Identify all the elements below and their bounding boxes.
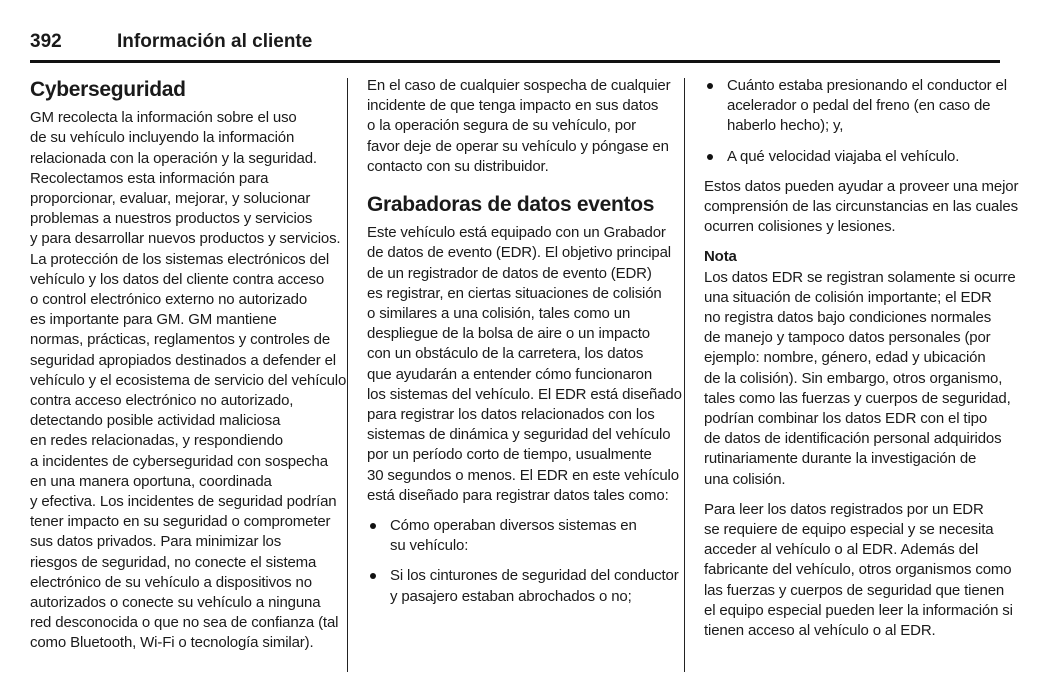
text-line: ocurren colisiones y lesiones. [704, 218, 896, 236]
text-line: no registra datos bajo condiciones normales [704, 309, 992, 327]
text-line: Recolectamos esta información para [30, 169, 269, 187]
text-line: las fuerzas y cuerpos de seguridad que tienen [704, 581, 1005, 599]
text-line: comprensión de las circunstancias en las cuales [704, 198, 1018, 216]
heading-grabadoras: Grabadoras de datos eventos [367, 193, 655, 217]
text-line: de datos de identificación personal adquiridos [704, 430, 1002, 448]
text-line: tales como las fuerzas y cuerpos de seguridad, [704, 389, 1011, 407]
text-line: de datos de evento (EDR). El objetivo principal [367, 244, 671, 262]
text-line: ejemplo: nombre, género, edad y ubicación [704, 349, 986, 367]
intro-paragraph [367, 76, 671, 177]
column-divider [684, 78, 685, 672]
bullet-item [704, 147, 1004, 167]
text-line: tener impacto en su seguridad o comprometer [30, 513, 331, 531]
text-line: Si los cinturones de seguridad del conductor [390, 567, 679, 585]
bullet-list [704, 76, 1007, 167]
text-line: acceder al vehículo o al EDR. Además del [704, 541, 979, 559]
text-line: podrían combinar los datos EDR con el tipo [704, 410, 988, 428]
page-header [30, 30, 1000, 63]
text-line: los sistemas del vehículo. El EDR está diseñado [367, 385, 682, 403]
text-line: incidente de que tenga impacto en sus datos [367, 97, 659, 115]
text-line: en redes relacionadas, y respondiendo [30, 432, 283, 450]
bullet-item [367, 566, 679, 606]
text-line: seguridad apropiados destinados a defender el [30, 351, 336, 369]
text-line: como Bluetooth, Wi-Fi o tecnología similar). [30, 634, 314, 652]
text-line: o la operación segura de su vehículo, por [367, 117, 637, 135]
text-line: GM recolecta la información sobre el uso [30, 109, 297, 127]
text-line: por un período corto de tiempo, usualmente [367, 446, 652, 464]
text-line: de la colisión). Sin embargo, otros organismo, [704, 369, 1003, 387]
text-line: Los datos EDR se registran solamente si ocurre [704, 268, 1016, 286]
text-line: favor deje de operar su vehículo y póngase en [367, 137, 669, 155]
text-line: despliegue de la bolsa de aire o un impacto [367, 325, 650, 343]
text-line: normas, prácticas, reglamentos y controles de [30, 331, 331, 349]
text-line: sus datos privados. Para minimizar los [30, 533, 282, 551]
text-line: 30 segundos o menos. El EDR en este vehículo [367, 466, 679, 484]
text-line: autorizados o conecte su vehículo a ninguna [30, 594, 321, 612]
text-line: tienen acceso al vehículo o al EDR. [704, 622, 936, 640]
cyberseguridad-paragraph [30, 108, 347, 653]
text-line: de su vehículo incluyendo la información [30, 129, 295, 147]
text-line: red desconocida o que no sea de confianza (tal [30, 614, 339, 632]
text-line: en una manera oportuna, coordinada [30, 472, 272, 490]
text-line: contra acceso electrónico no autorizado, [30, 392, 294, 410]
edr-paragraph [367, 223, 682, 506]
text-line: proporcionar, evaluar, mejorar, y solucionar [30, 190, 311, 208]
text-line: de manejo y tampoco datos personales (por [704, 329, 991, 347]
text-line: En el caso de cualquier sospecha de cualquier [367, 77, 671, 94]
heading-cyberseguridad: Cyberseguridad [30, 78, 186, 101]
bullet-item [704, 76, 1007, 137]
text-line: es importante para GM. GM mantiene [30, 311, 277, 329]
text-line: detectando posible actividad maliciosa [30, 412, 281, 430]
text-line: o control electrónico externo no autorizado [30, 291, 308, 309]
text-line: una colisión. [704, 470, 786, 488]
text-line: y para desarrollar nuevos productos y servicios. [30, 230, 341, 248]
column-1 [30, 76, 347, 654]
note-label: Nota [704, 248, 737, 266]
paragraph [704, 500, 1013, 641]
section-title: Información al cliente [117, 31, 313, 52]
text-line: acelerador o pedal del freno (en caso de [727, 97, 991, 115]
text-line: sistemas de dinámica y seguridad del vehículo [367, 426, 671, 444]
bullet-dot-icon [707, 83, 713, 89]
text-line: rutinariamente durante la investigación de [704, 450, 977, 468]
text-line: y pasajero estaban abrochados o no; [390, 587, 632, 605]
text-line: La protección de los sistemas electrónicos del [30, 250, 330, 268]
paragraph [704, 177, 1019, 238]
text-line: se requiere de equipo especial y se necesita [704, 521, 994, 539]
text-line: que ayudarán a entender cómo funcionaron [367, 365, 653, 383]
column-divider [347, 78, 348, 672]
text-line: a incidentes de cyberseguridad con sospecha [30, 452, 328, 470]
text-line: contacto con su distribuidor. [367, 157, 549, 175]
text-line: problemas a nuestros productos y servicios [30, 210, 313, 228]
page-number: 392 [30, 31, 62, 52]
text-line: A qué velocidad viajaba el vehículo. [727, 147, 960, 165]
text-line: Este vehículo está equipado con un Grabador [367, 224, 666, 242]
text-line: o similares a una colisión, tales como un [367, 305, 631, 323]
text-line: haberlo hecho); y, [727, 117, 844, 135]
text-line: para registrar los datos relacionados con los [367, 406, 655, 424]
text-line: fabricante del vehículo, otros organismos como [704, 561, 1012, 579]
text-line: es registrar, en ciertas situaciones de colisión [367, 284, 662, 302]
text-line: relacionada con la operación y la seguridad. [30, 149, 317, 167]
bullet-dot-icon [707, 154, 713, 160]
text-line: y efectiva. Los incidentes de seguridad podrían [30, 493, 337, 511]
text-line: Para leer los datos registrados por un EDR [704, 500, 984, 518]
text-line: Cuánto estaba presionando el conductor el [727, 77, 1007, 94]
note-paragraph [704, 268, 1016, 490]
text-line: su vehículo: [390, 537, 469, 555]
bullet-list [367, 516, 679, 607]
column-3 [704, 76, 1019, 641]
column-2 [367, 76, 682, 607]
text-line: vehículo y el ecosistema de servicio del vehículo [30, 371, 347, 389]
text-line: de un registrador de datos de evento (EDR) [367, 264, 652, 282]
text-line: vehículo y los datos del cliente contra acceso [30, 270, 325, 288]
bullet-dot-icon [370, 573, 376, 579]
bullet-item [367, 516, 667, 556]
text-line: electrónico de su vehículo a dispositivos no [30, 573, 312, 591]
text-line: Estos datos pueden ayudar a proveer una mejor [704, 177, 1019, 195]
bullet-dot-icon [370, 523, 376, 529]
text-line: está diseñado para registrar datos tales como: [367, 486, 669, 504]
text-line: una situación de colisión importante; el EDR [704, 288, 992, 306]
text-line: el equipo especial pueden leer la información si [704, 601, 1013, 619]
text-line: con un obstáculo de la carretera, los datos [367, 345, 644, 363]
text-line: riesgos de seguridad, no conecte el sistema [30, 553, 317, 571]
text-line: Cómo operaban diversos sistemas en [390, 517, 637, 535]
